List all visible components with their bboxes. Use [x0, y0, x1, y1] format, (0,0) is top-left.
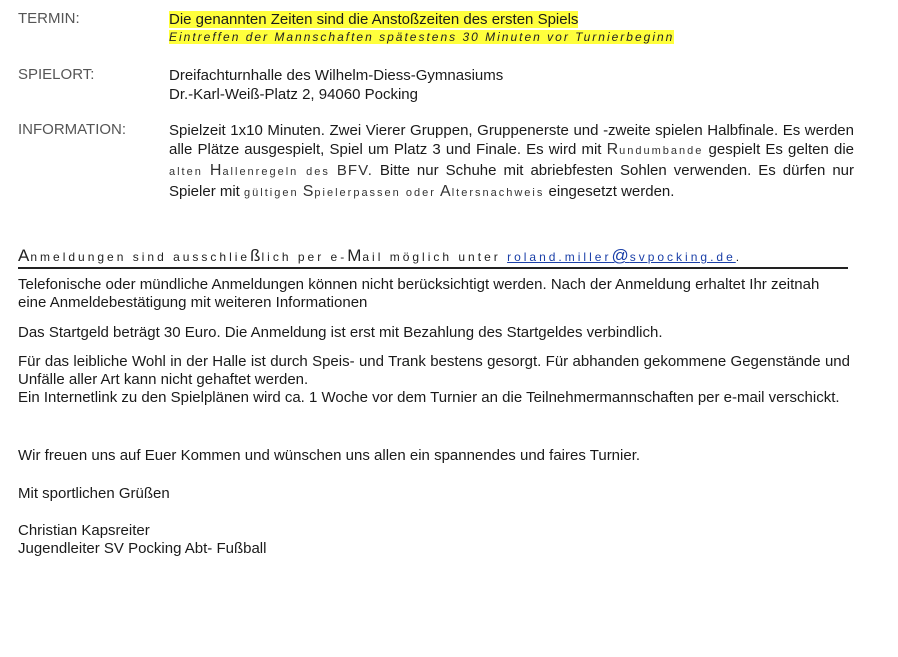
information-label: INFORMATION: — [18, 121, 127, 138]
signature-role: Jugendleiter SV Pocking Abt- Fußball — [18, 540, 267, 557]
greeting: Mit sportlichen Grüßen — [18, 485, 170, 502]
termin-line-2: Eintreffen der Mannschaften spätestens 30 Minuten vor Turnierbeginn — [169, 30, 675, 44]
termin-line-1: Die genannten Zeiten sind die Anstoßzeiten des ersten Spiels — [169, 11, 579, 28]
spielerpassen-text: Spielerpassen oder — [302, 183, 436, 200]
gueltigen-text: gültigen — [244, 187, 299, 199]
termin-content — [169, 10, 852, 47]
registration-announcement: Anmeldungen sind ausschließlich per e-Mail möglich unter roland.miller@svpocking.de. — [18, 246, 848, 269]
spielort-content — [169, 66, 852, 104]
hallenregeln-text: Hallenregeln des — [209, 162, 330, 179]
altersnachweis-text: Altersnachweis — [440, 183, 545, 200]
termin-label: TERMIN: — [18, 10, 80, 27]
bfv-text: BFV. — [336, 162, 373, 179]
email-link[interactable]: roland.miller@svpocking.de — [507, 246, 736, 265]
fee-note: Das Startgeld beträgt 30 Euro. Die Anmeldung ist erst mit Bezahlung des Startgeldes verbindlich. — [18, 324, 663, 341]
catering-note: Für das leibliche Wohl in der Halle ist durch Speis- und Trank bestens gesorgt. Für abhanden gekommene Gegenstände und Unfälle aller Art kann nicht gehaftet werden. Ein Internetlink zu den Spielplänen wird ca. 1 Woche vor dem Turnier an die Teilnehmermannschaften per e-mail verschickt. — [18, 353, 850, 406]
signature — [18, 522, 850, 558]
venue-name: Dreifachturnhalle des Wilhelm-Diess-Gymnasiums — [169, 67, 504, 84]
signature-name: Christian Kapsreiter — [18, 522, 150, 539]
registration-note: Telefonische oder mündliche Anmeldungen können nicht berücksichtigt werden. Nach der Anmeldung erhaltet Ihr zeitnah eine Anmeldebestätigung mit weiteren Informationen — [18, 276, 820, 311]
alten-text: alten — [169, 166, 203, 178]
rundumbande-text: Rundumbande — [606, 141, 704, 158]
venue-address: Dr.-Karl-Weiß-Platz 2, 94060 Pocking — [169, 86, 418, 103]
closing-line: Wir freuen uns auf Euer Kommen und wünschen uns allen ein spannendes und faires Turnier. — [18, 447, 641, 464]
information-text: Spielzeit 1x10 Minuten. Zwei Vierer Gruppen, Gruppenerste und -zweite spielen Halbfinale. Es werden alle Plätze ausgespielt, Spiel um Platz 3 und Finale. Es wird mit Rundumbande gespielt Es gelten die alten Hallenregeln des BFV. Bitte nur Schuhe mit abriebfesten Sohlen verwenden. Es dürfen nur Spieler mit gültigen Spielerpassen oder Altersnachweis eingesetzt werden. — [169, 122, 855, 200]
spielort-label: SPIELORT: — [18, 66, 95, 83]
